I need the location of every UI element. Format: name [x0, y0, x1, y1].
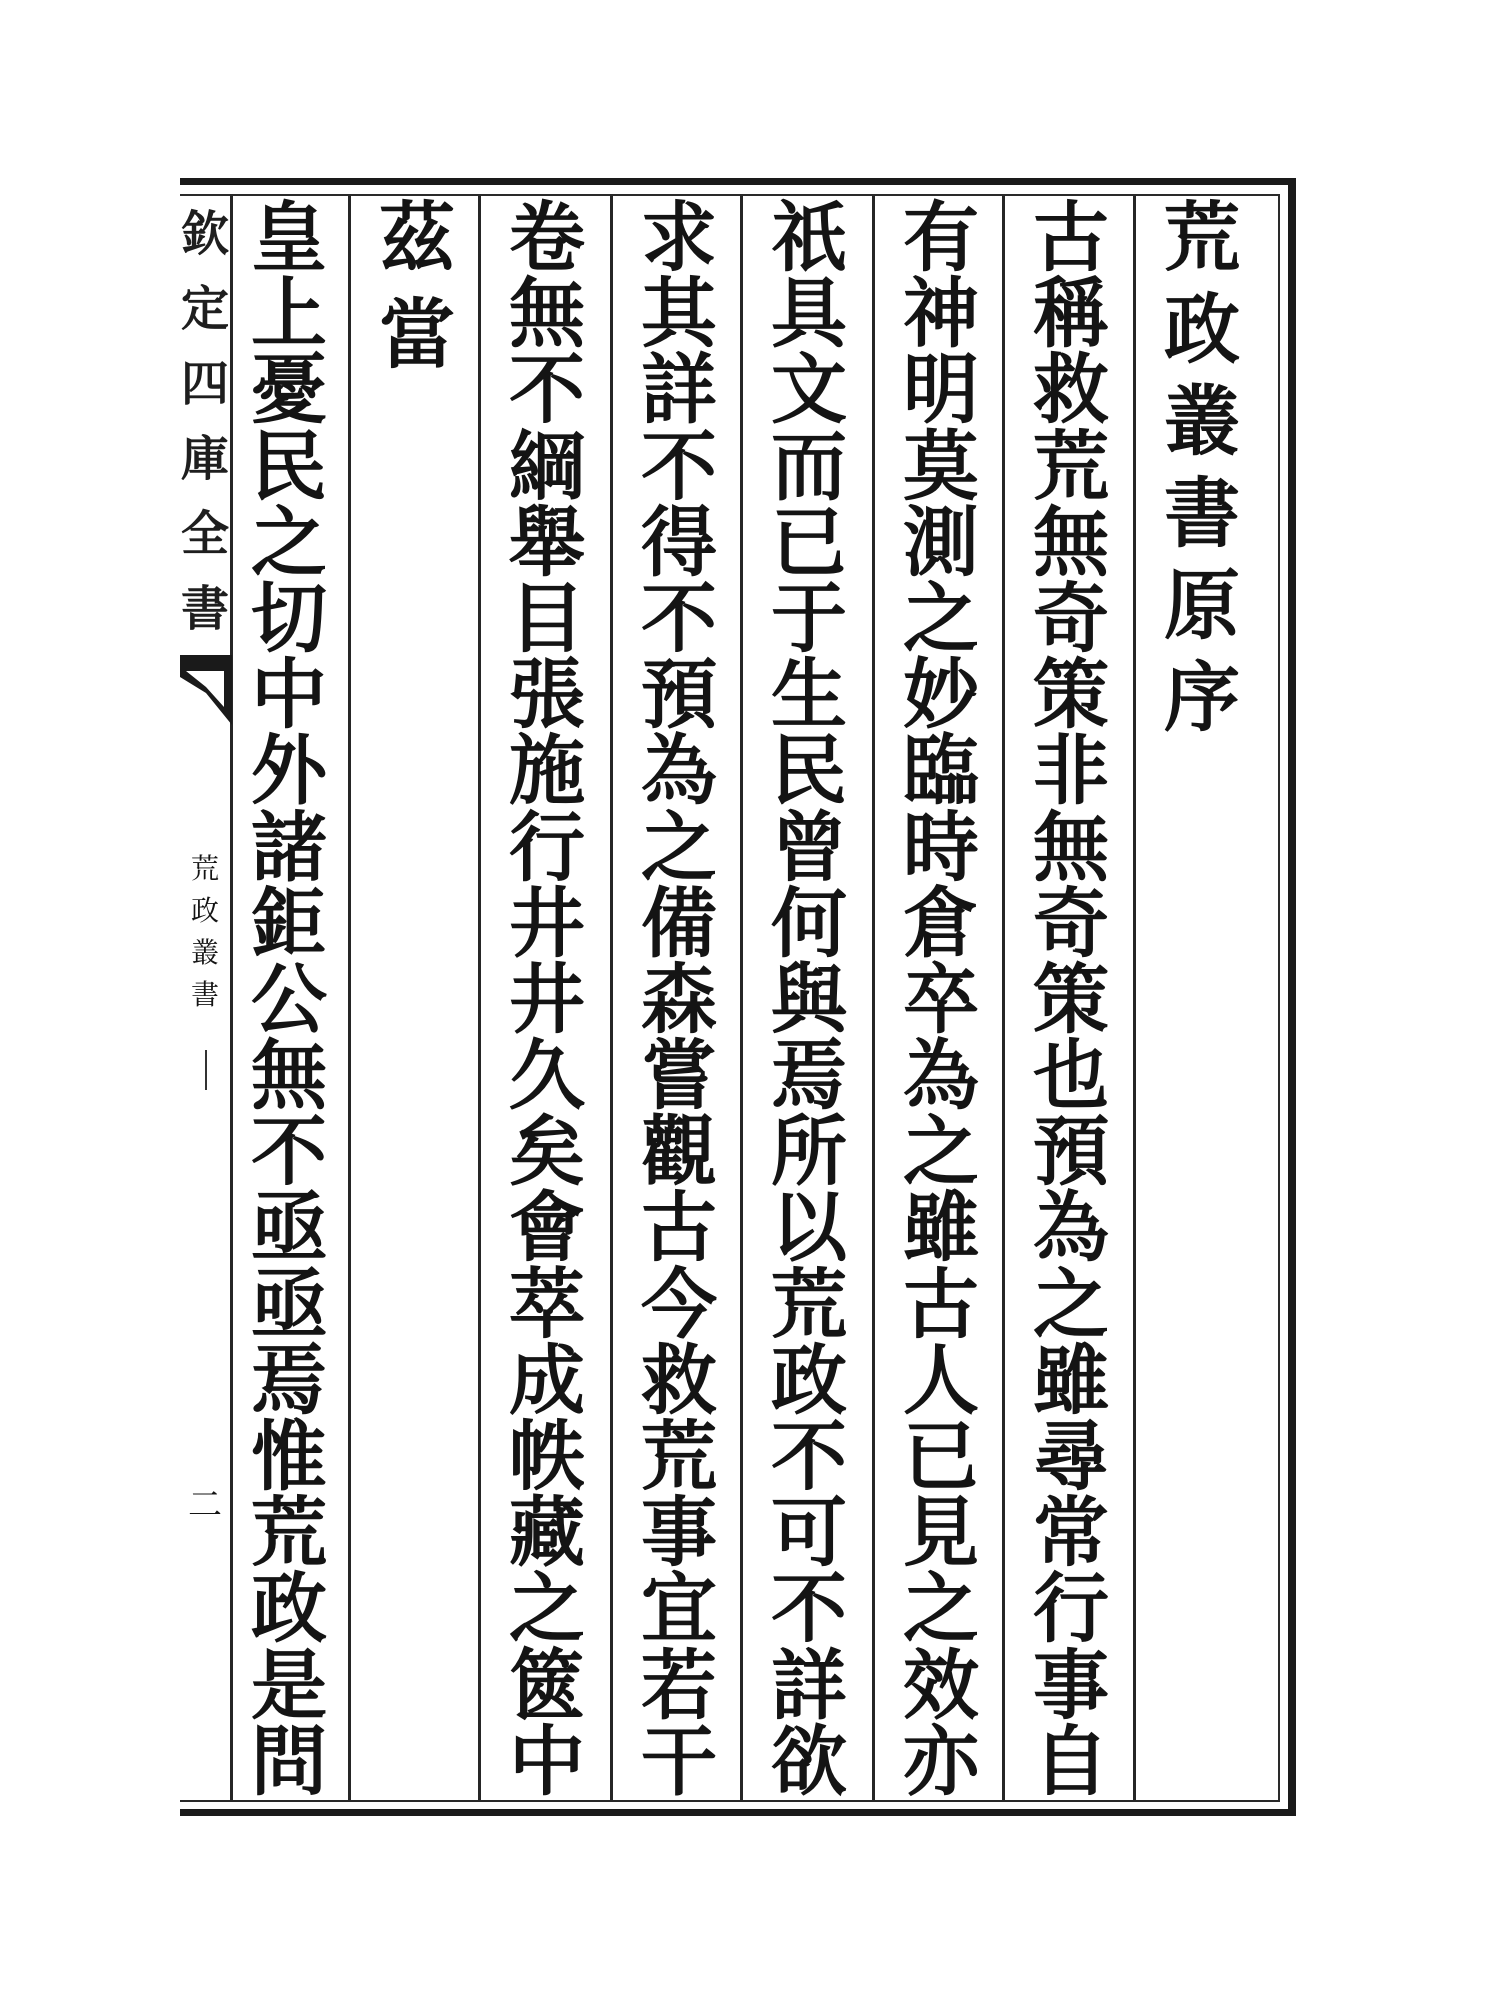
- text-char: 原: [1164, 561, 1240, 650]
- text-char: 而: [771, 421, 847, 511]
- text-char: 也: [1033, 1031, 1109, 1121]
- text-char: 有: [903, 193, 979, 282]
- text-char: 張: [509, 650, 585, 740]
- text-char: 曾: [771, 802, 847, 892]
- text-char: 非: [1033, 726, 1109, 816]
- text-char: 事: [641, 1488, 717, 1578]
- text-char: 嘗: [641, 1031, 717, 1121]
- text-char: 矣: [509, 1107, 585, 1197]
- text-char: 具: [771, 269, 847, 359]
- margin-book-title: [180, 852, 230, 1023]
- text-char: 中: [509, 1716, 585, 1806]
- text-char: 奇: [1033, 878, 1109, 968]
- column-rule: [872, 196, 875, 1800]
- text-char: 臨: [903, 726, 979, 816]
- margin-page-number: 二: [188, 1485, 222, 1525]
- text-char: 與: [771, 954, 847, 1044]
- text-char: 帙: [509, 1412, 585, 1501]
- margin-book-char: 荒: [190, 852, 219, 885]
- text-char: 不: [641, 573, 717, 663]
- text-char: 見: [903, 1488, 979, 1578]
- text-char: 藏: [509, 1488, 585, 1578]
- text-char: 政: [1164, 285, 1240, 374]
- text-char: 會: [509, 1183, 585, 1273]
- text-char: 古: [903, 1259, 979, 1349]
- text-char: 之: [903, 573, 979, 663]
- text-char: 井: [509, 954, 585, 1044]
- text-char: 亦: [903, 1716, 979, 1806]
- text-char: 生: [771, 650, 847, 740]
- text-char: 切: [251, 573, 327, 663]
- text-char: 事: [1033, 1640, 1109, 1730]
- text-char: 何: [771, 878, 847, 968]
- text-char: 篋: [509, 1640, 585, 1730]
- text-char: 民: [771, 726, 847, 816]
- text-char: 成: [509, 1335, 585, 1425]
- text-char: 荒: [1164, 193, 1240, 282]
- text-char: 所: [771, 1107, 847, 1197]
- text-char: 已: [903, 1412, 979, 1501]
- text-char: 其: [641, 269, 717, 359]
- text-char: 施: [509, 726, 585, 816]
- text-char: 亟: [251, 1183, 327, 1273]
- text-char: 序: [1164, 653, 1240, 742]
- text-char: 荒: [1033, 421, 1109, 511]
- text-char: 自: [1033, 1716, 1109, 1806]
- text-char: 為: [641, 726, 717, 816]
- text-char: 中: [251, 650, 327, 740]
- text-char: 之: [641, 802, 717, 892]
- text-column: [886, 193, 996, 1806]
- text-char: 卷: [509, 193, 585, 282]
- text-char: 綱: [509, 421, 585, 511]
- text-char: 已: [771, 497, 847, 587]
- text-char: 諸: [251, 802, 327, 892]
- text-char: 策: [1033, 954, 1109, 1044]
- text-char: 祇: [771, 193, 847, 282]
- text-char: 萃: [509, 1259, 585, 1349]
- text-char: 民: [251, 421, 327, 511]
- text-char: 書: [1164, 469, 1240, 558]
- text-char: 為: [903, 1031, 979, 1121]
- text-char: 行: [1033, 1564, 1109, 1654]
- text-char: 行: [509, 802, 585, 892]
- text-char: 不: [771, 1412, 847, 1501]
- margin-char: 庫: [180, 431, 229, 487]
- text-column: [624, 193, 734, 1806]
- text-char: 時: [903, 802, 979, 892]
- margin-book-char: 書: [190, 978, 219, 1011]
- text-char: 目: [509, 573, 585, 663]
- text-char: 奇: [1033, 573, 1109, 663]
- column-rule: [230, 196, 233, 1800]
- text-char: 舉: [509, 497, 585, 587]
- text-char: 得: [641, 497, 717, 587]
- text-char: 之: [1033, 1259, 1109, 1349]
- text-char: 政: [771, 1335, 847, 1425]
- text-char: 上: [251, 269, 327, 359]
- margin-divider: [205, 1050, 207, 1090]
- margin-char: 書: [180, 581, 229, 637]
- text-char: 策: [1033, 650, 1109, 740]
- text-char: 之: [509, 1564, 585, 1654]
- text-column-title: [1147, 193, 1257, 1800]
- text-char: 是: [251, 1640, 327, 1730]
- text-char: 之: [251, 497, 327, 587]
- text-char: 測: [903, 497, 979, 587]
- text-char: 預: [1033, 1107, 1109, 1197]
- text-char: 不: [251, 1107, 327, 1197]
- text-char: 外: [251, 726, 327, 816]
- column-rule: [1002, 196, 1005, 1800]
- margin-collection-title: [180, 206, 230, 660]
- text-char: 憂: [251, 345, 327, 435]
- margin-char: 定: [180, 281, 229, 337]
- text-char: 稱: [1033, 269, 1109, 359]
- text-char: 今: [641, 1259, 717, 1349]
- text-char: 焉: [251, 1335, 327, 1425]
- text-char: 求: [641, 193, 717, 282]
- margin-book-char: 政: [190, 894, 219, 927]
- text-char: 明: [903, 345, 979, 435]
- text-char: 備: [641, 878, 717, 968]
- text-char: 亟: [251, 1259, 327, 1349]
- text-char: 古: [1033, 193, 1109, 282]
- text-char: 卒: [903, 954, 979, 1044]
- text-char: 森: [641, 954, 717, 1044]
- text-char: 莫: [903, 421, 979, 511]
- margin-char: 四: [180, 356, 229, 412]
- text-char: 于: [771, 573, 847, 663]
- fishtail-mark-icon: [180, 655, 232, 725]
- text-char: 茲: [379, 193, 455, 282]
- text-char: 神: [903, 269, 979, 359]
- text-char: 荒: [771, 1259, 847, 1349]
- text-char: 無: [509, 269, 585, 359]
- text-column: [754, 193, 864, 1806]
- text-char: 宜: [641, 1564, 717, 1654]
- text-char: 以: [771, 1183, 847, 1273]
- text-char: 若: [641, 1640, 717, 1730]
- text-char: 雖: [1033, 1335, 1109, 1425]
- text-char: 不: [641, 421, 717, 511]
- text-char: 欲: [771, 1716, 847, 1806]
- text-char: 雖: [903, 1183, 979, 1273]
- text-char: 妙: [903, 650, 979, 740]
- text-char: 尋: [1033, 1412, 1109, 1501]
- text-char: 可: [771, 1488, 847, 1578]
- text-char: 政: [251, 1564, 327, 1654]
- text-column: [492, 193, 602, 1806]
- text-char: 惟: [251, 1412, 327, 1501]
- text-char: 荒: [641, 1412, 717, 1501]
- text-char: 不: [509, 345, 585, 435]
- text-char: 為: [1033, 1183, 1109, 1273]
- text-char: 久: [509, 1031, 585, 1121]
- text-char: 詳: [771, 1640, 847, 1730]
- text-char: 無: [251, 1031, 327, 1121]
- text-char: 救: [641, 1335, 717, 1425]
- text-char: 古: [641, 1183, 717, 1273]
- text-char: 無: [1033, 802, 1109, 892]
- text-char: 焉: [771, 1031, 847, 1121]
- text-column: [362, 193, 472, 1800]
- text-char: 文: [771, 345, 847, 435]
- text-char: 問: [251, 1716, 327, 1806]
- text-char: 之: [903, 1107, 979, 1197]
- text-column-elevated: [234, 193, 344, 1806]
- text-char: 干: [641, 1716, 717, 1806]
- text-char: 效: [903, 1640, 979, 1730]
- text-char: 皇: [251, 193, 327, 282]
- margin-char: 全: [180, 506, 229, 562]
- column-rule: [478, 196, 481, 1800]
- text-char: 井: [509, 878, 585, 968]
- text-column: [1016, 193, 1126, 1806]
- text-char: 觀: [641, 1107, 717, 1197]
- text-char: 鉅: [251, 878, 327, 968]
- text-char: 公: [251, 954, 327, 1044]
- column-rule: [1133, 196, 1136, 1800]
- text-char: 無: [1033, 497, 1109, 587]
- text-char: 詳: [641, 345, 717, 435]
- text-char: 當: [379, 290, 455, 379]
- text-char: 救: [1033, 345, 1109, 435]
- text-char: 叢: [1164, 377, 1240, 466]
- margin-char: 欽: [180, 206, 229, 262]
- text-char: 人: [903, 1335, 979, 1425]
- text-char: 倉: [903, 878, 979, 968]
- text-char: 常: [1033, 1488, 1109, 1578]
- column-rule: [610, 196, 613, 1800]
- text-char: 預: [641, 650, 717, 740]
- text-char: 荒: [251, 1488, 327, 1578]
- text-char: 不: [771, 1564, 847, 1654]
- text-char: 之: [903, 1564, 979, 1654]
- column-rule: [348, 196, 351, 1800]
- margin-book-char: 叢: [190, 936, 219, 969]
- column-rule: [740, 196, 743, 1800]
